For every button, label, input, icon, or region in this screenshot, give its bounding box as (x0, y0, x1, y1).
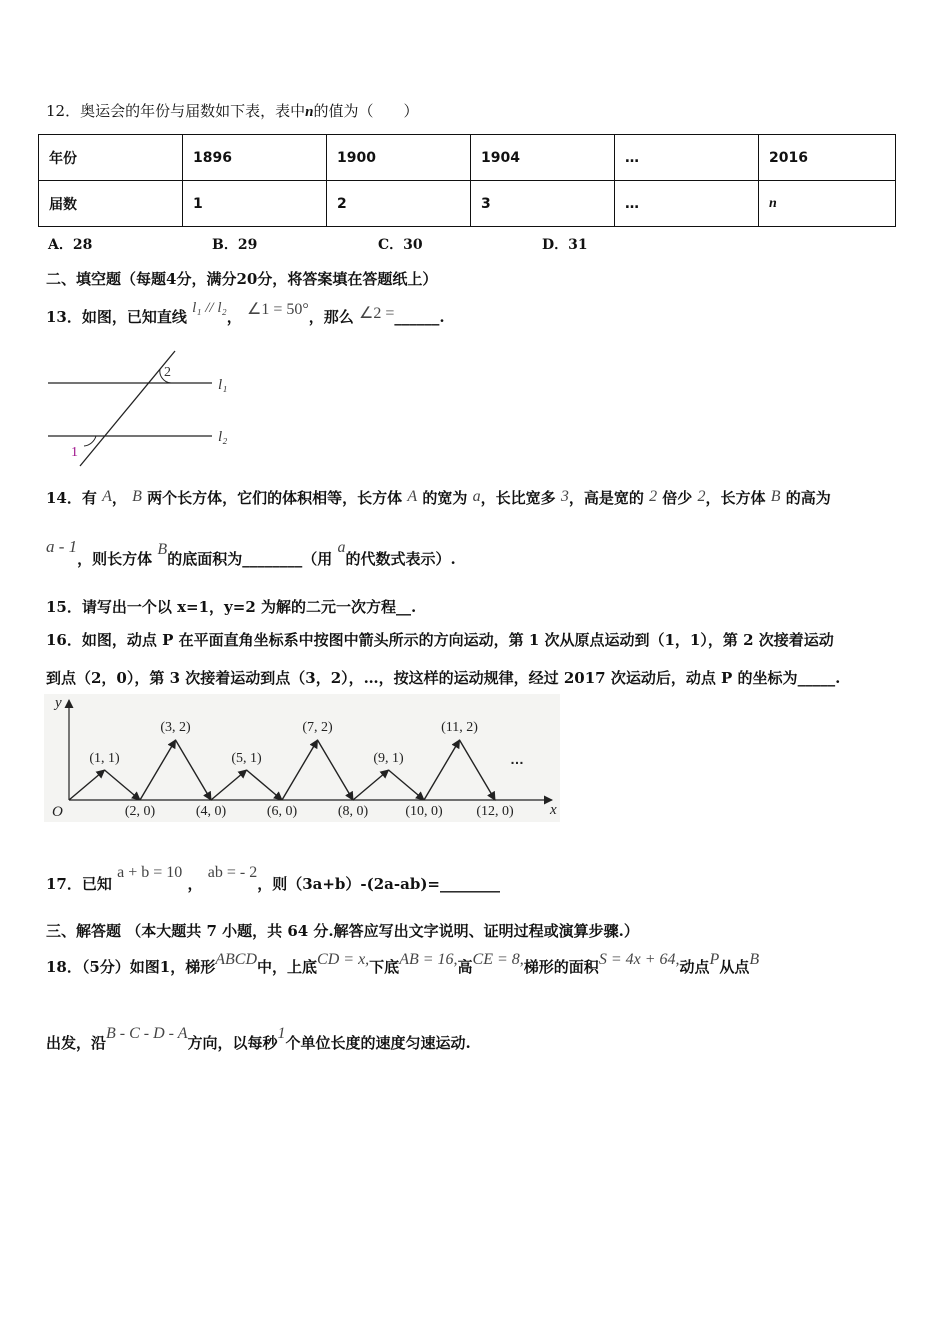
point-label: (9, 1) (373, 751, 404, 766)
q16-line2: 到点（2，0），第 3 次接着运动到点（3，2），…，按这样的运动规律，经过 2017 次运动后，动点 P 的坐标为_____. (46, 669, 841, 687)
q14-answer-blank[interactable]: ________ (242, 550, 303, 568)
point-label: (6, 0) (266, 804, 298, 819)
point-label: (7, 2) (302, 720, 333, 735)
text-run: 方向，以每秒 (187, 1034, 278, 1052)
motion-segment (282, 740, 318, 800)
point-label: (10, 0) (405, 804, 443, 819)
angle-1-arc (84, 436, 96, 446)
q13-answer-blank[interactable]: ______ (394, 308, 440, 326)
table-row (39, 135, 896, 181)
olympic-table (38, 134, 896, 227)
q14-line1 (46, 487, 831, 508)
math-term: P (709, 951, 720, 968)
text-run: ， (111, 489, 133, 507)
line-l1-label: l₁ (218, 377, 228, 393)
point-label: (5, 1) (231, 751, 262, 766)
table-cell: 1 (183, 181, 327, 227)
text-run: 的高为 (780, 489, 831, 507)
math-term: B (770, 488, 781, 505)
text-run: 个单位长度的速度匀速运动. (285, 1034, 471, 1052)
motion-segment (353, 770, 389, 800)
point-label: (3, 2) (160, 720, 191, 735)
point-label: (4, 0) (195, 804, 227, 819)
q12-stem: 12．奥运会的年份与届数如下表，表中n的值为（ ） (46, 102, 419, 120)
text-run: 两个长方体，它们的体积相等，长方体 (141, 489, 408, 507)
y-axis-label: y (55, 695, 62, 711)
motion-segment (389, 770, 425, 800)
motion-segment (176, 740, 212, 800)
q16-answer-blank[interactable]: _____ (797, 669, 836, 687)
table-cell: … (615, 181, 759, 227)
continuation-ellipsis: … (510, 751, 524, 767)
text-run: 梯形的面积 (523, 958, 599, 976)
math-term: A (102, 488, 112, 505)
table-cell: … (615, 135, 759, 181)
math-term: CE = 8, (472, 951, 524, 968)
chart-point-labels (89, 720, 524, 819)
q16-motion-chart (44, 694, 560, 822)
table-cell: 1904 (471, 135, 615, 181)
q16-line1: 16．如图，动点 P 在平面直角坐标系中按图中箭头所示的方向运动，第 1 次从原点运动到（1，1），第 2 次接着运动 (46, 631, 834, 649)
text-run: 中，上底 (257, 958, 318, 976)
transversal-line (80, 351, 175, 466)
point-label: (12, 0) (476, 804, 514, 819)
math-term: AB = 16, (399, 951, 458, 968)
q12-option-a[interactable]: A．28 (48, 237, 93, 253)
table-cell: 1900 (327, 135, 471, 181)
motion-segment (318, 740, 354, 800)
q12-option-b[interactable]: B．29 (212, 237, 258, 253)
motion-segment (460, 740, 496, 800)
text-run: 14．有 (46, 489, 103, 507)
text-run: 下底 (369, 958, 400, 976)
text-run: 倍少 (657, 489, 698, 507)
point-label: (1, 1) (89, 751, 120, 766)
text-run: 18．（5分）如图1，梯形 (46, 958, 216, 976)
table-cell: 年份 (39, 135, 183, 181)
text-run: ，高是宽的 (568, 489, 650, 507)
math-term: B (132, 488, 142, 505)
q18-line2 (46, 1025, 471, 1053)
math-term: S = 4x + 64, (598, 951, 680, 968)
math-term: B (749, 951, 760, 968)
chart-axes (52, 695, 557, 820)
motion-segment (247, 770, 283, 800)
motion-segment (424, 740, 460, 800)
table-cell: 1896 (183, 135, 327, 181)
x-axis-label: x (550, 802, 557, 818)
origin-label: O (52, 804, 63, 820)
q13-figure (44, 345, 244, 470)
table-cell: 2 (327, 181, 471, 227)
text-run: 的宽为 (417, 489, 473, 507)
angle-1-label: 1 (71, 445, 78, 460)
math-term: a (472, 488, 481, 505)
math-term: 2 (649, 488, 658, 505)
table-cell: 届数 (39, 181, 183, 227)
table-row (39, 181, 896, 227)
q17-stem: 17．已知 a + b = 10 ， ab = - 2，则（3a+b）-(2a-ab)=________ (46, 864, 500, 893)
text-run: 从点 (719, 958, 750, 976)
point-label: (8, 0) (337, 804, 369, 819)
text-run: ，长比宽多 (480, 489, 561, 507)
angle-2-label: 2 (164, 365, 171, 380)
q17-answer-blank[interactable]: ________ (440, 875, 500, 893)
q15-stem: 15．请写出一个以 x=1，y=2 为解的二元一次方程__. (46, 598, 417, 616)
math-term: 3 (560, 488, 569, 505)
q18-line1 (46, 951, 760, 977)
q12-option-d[interactable]: D．31 (542, 237, 588, 253)
text-run: ，长方体 (705, 489, 771, 507)
q14-line2: a - 1，则长方体 B的底面积为________（用 a的代数式表示）. (46, 537, 456, 568)
math-term: B - C - D - A (106, 1025, 188, 1042)
motion-segment (105, 770, 141, 800)
math-term: 1 (277, 1025, 286, 1042)
math-term: 2 (697, 488, 706, 505)
section-2-heading: 二、填空题（每题4分，满分20分，将答案填在答题纸上） (46, 270, 438, 288)
table-cell: 3 (471, 181, 615, 227)
section-3-heading: 三、解答题 （本大题共 7 小题，共 64 分.解答应写出文字说明、证明过程或演算步骤.） (46, 922, 639, 940)
math-term: A (407, 488, 418, 505)
text-run: 动点 (679, 958, 710, 976)
motion-segment (211, 770, 247, 800)
motion-segment (69, 770, 105, 800)
math-term: CD = x, (317, 951, 370, 968)
text-run: 出发，沿 (46, 1034, 107, 1052)
math-term: ABCD (215, 951, 258, 968)
point-label: (11, 2) (441, 720, 478, 735)
table-cell: 2016 (759, 135, 896, 181)
line-l2-label: l₂ (218, 429, 228, 445)
q13-stem: 13．如图，已知直线 l₁ // l₂， ∠1 = 50°，那么 ∠2 =______. (46, 300, 445, 326)
point-label: (2, 0) (124, 804, 156, 819)
chart-motion-path (69, 740, 495, 800)
q15-answer-blank[interactable]: __ (396, 598, 411, 616)
table-cell: n (759, 181, 896, 227)
text-run: 高 (457, 958, 473, 976)
motion-segment (140, 740, 176, 800)
q12-option-c[interactable]: C．30 (378, 237, 423, 253)
